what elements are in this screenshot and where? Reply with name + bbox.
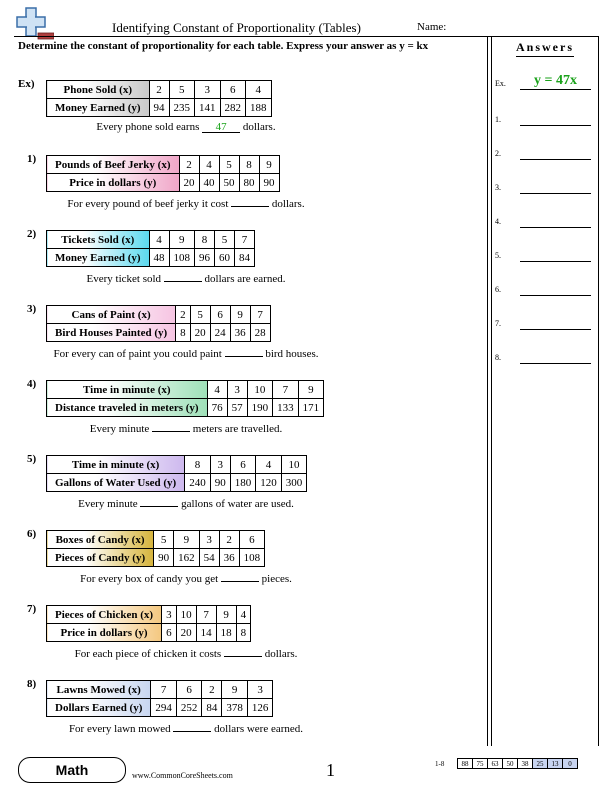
y-value: 90 xyxy=(259,174,279,192)
sentence-before: For every box of candy you get xyxy=(80,573,219,585)
problem-number: 7) xyxy=(27,603,37,615)
answer-value: y = 47x xyxy=(534,73,577,88)
y-row xyxy=(47,699,273,717)
answer-blank[interactable] xyxy=(520,125,591,126)
x-value: 4 xyxy=(199,156,219,174)
y-value: 294 xyxy=(151,699,177,717)
answer-row xyxy=(495,282,595,296)
answer-row xyxy=(495,316,595,330)
answer-blank-inline[interactable] xyxy=(152,421,190,432)
y-value: 240 xyxy=(185,474,211,492)
answer-blank[interactable] xyxy=(520,295,591,296)
y-label: Dollars Earned (y) xyxy=(47,699,151,717)
y-value: 76 xyxy=(207,399,227,417)
y-value: 126 xyxy=(247,699,273,717)
y-value: 94 xyxy=(149,99,169,117)
ratio-table xyxy=(46,80,272,117)
sentence-before: For every pound of beef jerky it cost xyxy=(67,198,229,210)
y-value: 20 xyxy=(176,624,196,642)
y-row xyxy=(47,99,272,117)
ratio-table xyxy=(46,605,251,642)
answers-divider-left xyxy=(487,36,488,746)
y-value: 108 xyxy=(169,249,195,267)
y-value: 36 xyxy=(219,549,239,567)
y-value: 20 xyxy=(190,324,210,342)
score-cell: 13 xyxy=(548,759,563,769)
score-cell: 38 xyxy=(518,759,533,769)
y-value: 40 xyxy=(199,174,219,192)
ratio-table xyxy=(46,380,324,417)
x-value: 4 xyxy=(256,456,282,474)
y-row xyxy=(47,474,307,492)
y-value: 252 xyxy=(176,699,202,717)
score-table xyxy=(457,758,578,769)
sentence-before: For every lawn mowed xyxy=(68,723,171,735)
score-cell: 63 xyxy=(488,759,503,769)
answer-blank[interactable] xyxy=(520,261,591,262)
x-value: 5 xyxy=(169,81,195,99)
y-value: 84 xyxy=(202,699,222,717)
answer-blank[interactable] xyxy=(520,89,591,90)
y-label: Money Earned (y) xyxy=(47,99,150,117)
x-value: 10 xyxy=(281,456,307,474)
y-label: Pieces of Candy (y) xyxy=(47,549,154,567)
score-cell: 88 xyxy=(458,759,473,769)
x-value: 8 xyxy=(185,456,211,474)
ratio-table xyxy=(46,155,280,192)
y-value: 378 xyxy=(222,699,248,717)
answer-blank-inline[interactable] xyxy=(221,571,259,582)
answer-blank[interactable] xyxy=(520,329,591,330)
sentence-before: For each piece of chicken it costs xyxy=(74,648,222,660)
y-value: 120 xyxy=(256,474,282,492)
x-label: Time in minute (x) xyxy=(47,456,185,474)
y-value: 28 xyxy=(250,324,270,342)
y-value: 235 xyxy=(169,99,195,117)
x-value: 9 xyxy=(174,531,200,549)
answers-divider-inner xyxy=(491,36,492,746)
sentence-after: meters are travelled. xyxy=(192,423,283,435)
x-value: 10 xyxy=(247,381,273,399)
x-label: Phone Sold (x) xyxy=(47,81,150,99)
score-cell: 50 xyxy=(503,759,518,769)
x-label: Boxes of Candy (x) xyxy=(47,531,154,549)
x-row xyxy=(47,381,324,399)
x-value: 5 xyxy=(190,306,210,324)
header-divider xyxy=(14,36,598,37)
x-value: 9 xyxy=(216,606,236,624)
answer-blank-inline[interactable] xyxy=(173,721,211,732)
ratio-table xyxy=(46,230,255,267)
x-value: 3 xyxy=(195,81,221,99)
y-value: 190 xyxy=(247,399,273,417)
answer-label: 6. xyxy=(495,285,501,294)
sentence-after: dollars. xyxy=(242,121,276,133)
problem-number: 3) xyxy=(27,303,37,315)
answer-blank[interactable] xyxy=(520,193,591,194)
y-value: 80 xyxy=(239,174,259,192)
x-row xyxy=(47,606,251,624)
sentence-before: Every phone sold earns xyxy=(96,121,200,133)
answer-row xyxy=(495,73,595,90)
x-value: 8 xyxy=(195,231,215,249)
ratio-table xyxy=(46,455,307,492)
name-label: Name: xyxy=(417,21,447,33)
y-label: Money Earned (y) xyxy=(47,249,150,267)
x-value: 6 xyxy=(220,81,246,99)
y-label: Distance traveled in meters (y) xyxy=(47,399,208,417)
problem-number: 4) xyxy=(27,378,37,390)
x-value: 2 xyxy=(219,531,239,549)
sentence-before: Every ticket sold xyxy=(86,273,162,285)
sentence-before: For every can of paint you could paint xyxy=(53,348,222,360)
answer-label: 3. xyxy=(495,183,501,192)
answers-title: Answers xyxy=(516,40,574,54)
x-value: 9 xyxy=(230,306,250,324)
answer-blank-inline[interactable] xyxy=(231,196,269,207)
answer-blank[interactable] xyxy=(520,363,591,364)
x-value: 2 xyxy=(149,81,169,99)
ratio-table xyxy=(46,680,273,717)
score-cell: 75 xyxy=(473,759,488,769)
score-cell: 25 xyxy=(533,759,548,769)
x-value: 7 xyxy=(273,381,299,399)
y-value: 54 xyxy=(199,549,219,567)
y-value: 133 xyxy=(273,399,299,417)
y-row xyxy=(47,324,271,342)
sentence-after: gallons of water are used. xyxy=(181,498,294,510)
y-value: 60 xyxy=(215,249,235,267)
answer-blank-inline[interactable] xyxy=(225,346,263,357)
problem-number: 1) xyxy=(27,153,37,165)
x-value: 6 xyxy=(176,681,202,699)
x-value: 4 xyxy=(236,606,251,624)
x-value: 3 xyxy=(247,681,273,699)
x-value: 8 xyxy=(239,156,259,174)
x-value: 5 xyxy=(219,156,239,174)
answer-label: 1. xyxy=(495,115,501,124)
x-row xyxy=(47,81,272,99)
x-value: 7 xyxy=(196,606,216,624)
x-value: 9 xyxy=(298,381,324,399)
answers-divider-right xyxy=(598,36,599,746)
ratio-table xyxy=(46,530,265,567)
sentence-after: dollars. xyxy=(271,198,305,210)
y-value: 84 xyxy=(235,249,255,267)
answer-blank[interactable] xyxy=(520,159,591,160)
x-value: 6 xyxy=(239,531,265,549)
y-value: 188 xyxy=(246,99,272,117)
answer-label: 8. xyxy=(495,353,501,362)
answer-blank-inline[interactable] xyxy=(164,271,202,282)
y-value: 300 xyxy=(281,474,307,492)
x-value: 3 xyxy=(227,381,247,399)
x-value: 9 xyxy=(169,231,195,249)
sentence-after: bird houses. xyxy=(265,348,319,360)
x-row xyxy=(47,156,280,174)
worksheet-title: Identifying Constant of Proportionality (Tables) xyxy=(112,20,361,35)
y-row xyxy=(47,174,280,192)
problem-sentence xyxy=(46,346,326,360)
x-row xyxy=(47,306,271,324)
x-value: 7 xyxy=(235,231,255,249)
instructions: Determine the constant of proportionality for each table. Express your answer as y = kx xyxy=(18,40,429,52)
problem-number: Ex) xyxy=(18,78,35,90)
x-value: 6 xyxy=(230,456,256,474)
y-value: 180 xyxy=(230,474,256,492)
website-text: www.CommonCoreSheets.com xyxy=(132,771,233,780)
x-label: Pieces of Chicken (x) xyxy=(47,606,162,624)
y-label: Price in dollars (y) xyxy=(47,174,180,192)
answer-blank-inline[interactable] xyxy=(140,496,178,507)
sentence-after: dollars were earned. xyxy=(214,723,304,735)
x-value: 9 xyxy=(259,156,279,174)
x-value: 6 xyxy=(210,306,230,324)
y-value: 8 xyxy=(176,324,191,342)
problem-number: 2) xyxy=(27,228,37,240)
y-row xyxy=(47,399,324,417)
x-label: Lawns Mowed (x) xyxy=(47,681,151,699)
x-value: 2 xyxy=(179,156,199,174)
sentence-before: Every minute xyxy=(89,423,150,435)
x-value: 9 xyxy=(222,681,248,699)
answer-blank-inline[interactable] xyxy=(224,646,262,657)
y-value: 141 xyxy=(195,99,221,117)
sentence-before: Every minute xyxy=(78,498,138,510)
problem-sentence xyxy=(46,646,326,660)
answer-label: 5. xyxy=(495,251,501,260)
problem-number: 5) xyxy=(27,453,37,465)
y-value: 108 xyxy=(239,549,265,567)
sentence-after: dollars are earned. xyxy=(204,273,286,285)
plus-logo-icon xyxy=(14,6,54,40)
y-value: 20 xyxy=(179,174,199,192)
problem-sentence xyxy=(46,196,326,210)
y-value: 96 xyxy=(195,249,215,267)
x-value: 2 xyxy=(176,306,191,324)
y-row xyxy=(47,549,265,567)
y-value: 18 xyxy=(216,624,236,642)
problem-sentence xyxy=(46,496,326,510)
x-value: 7 xyxy=(151,681,177,699)
x-row xyxy=(47,681,273,699)
y-value: 6 xyxy=(162,624,177,642)
ratio-table xyxy=(46,305,271,342)
x-value: 3 xyxy=(162,606,177,624)
x-value: 5 xyxy=(154,531,174,549)
answers-title-underline xyxy=(516,56,574,57)
problem-sentence xyxy=(46,571,326,585)
sentence-after: dollars. xyxy=(264,648,298,660)
y-value: 57 xyxy=(227,399,247,417)
answer-row xyxy=(495,248,595,262)
x-label: Tickets Sold (x) xyxy=(47,231,150,249)
answer-label: 7. xyxy=(495,319,501,328)
y-value: 8 xyxy=(236,624,251,642)
x-value: 4 xyxy=(149,231,169,249)
score-range: 1-8 xyxy=(435,760,445,768)
y-row xyxy=(47,624,251,642)
answer-label: 4. xyxy=(495,217,501,226)
y-value: 171 xyxy=(298,399,324,417)
x-value: 7 xyxy=(250,306,270,324)
answer-label: Ex. xyxy=(495,79,506,88)
problem-sentence xyxy=(46,721,326,735)
y-value: 36 xyxy=(230,324,250,342)
y-value: 24 xyxy=(210,324,230,342)
problem-number: 6) xyxy=(27,528,37,540)
y-value: 14 xyxy=(196,624,216,642)
subject-badge: Math xyxy=(18,757,126,783)
x-label: Pounds of Beef Jerky (x) xyxy=(47,156,180,174)
answer-row xyxy=(495,350,595,364)
x-value: 4 xyxy=(207,381,227,399)
answer-row xyxy=(495,180,595,194)
problem-sentence xyxy=(46,121,326,133)
y-value: 282 xyxy=(220,99,246,117)
answer-row xyxy=(495,112,595,126)
y-value: 48 xyxy=(149,249,169,267)
x-row xyxy=(47,231,255,249)
x-value: 4 xyxy=(246,81,272,99)
answer-label: 2. xyxy=(495,149,501,158)
page-number: 1 xyxy=(326,760,335,780)
x-value: 10 xyxy=(176,606,196,624)
y-value: 50 xyxy=(219,174,239,192)
answer-blank[interactable] xyxy=(520,227,591,228)
x-label: Time in minute (x) xyxy=(47,381,208,399)
problem-sentence xyxy=(46,421,326,435)
problem-sentence xyxy=(46,271,326,285)
y-label: Gallons of Water Used (y) xyxy=(47,474,185,492)
y-label: Price in dollars (y) xyxy=(47,624,162,642)
answer-row xyxy=(495,146,595,160)
x-value: 5 xyxy=(215,231,235,249)
y-label: Bird Houses Painted (y) xyxy=(47,324,176,342)
problem-number: 8) xyxy=(27,678,37,690)
x-row xyxy=(47,456,307,474)
y-value: 162 xyxy=(174,549,200,567)
answer-blank-inline[interactable]: 47 xyxy=(202,122,240,133)
answer-row xyxy=(495,214,595,228)
x-value: 3 xyxy=(210,456,230,474)
y-row xyxy=(47,249,255,267)
x-value: 3 xyxy=(199,531,219,549)
score-cell: 0 xyxy=(563,759,578,769)
x-row xyxy=(47,531,265,549)
sentence-after: pieces. xyxy=(261,573,292,585)
y-value: 90 xyxy=(210,474,230,492)
y-value: 90 xyxy=(154,549,174,567)
x-value: 2 xyxy=(202,681,222,699)
x-label: Cans of Paint (x) xyxy=(47,306,176,324)
